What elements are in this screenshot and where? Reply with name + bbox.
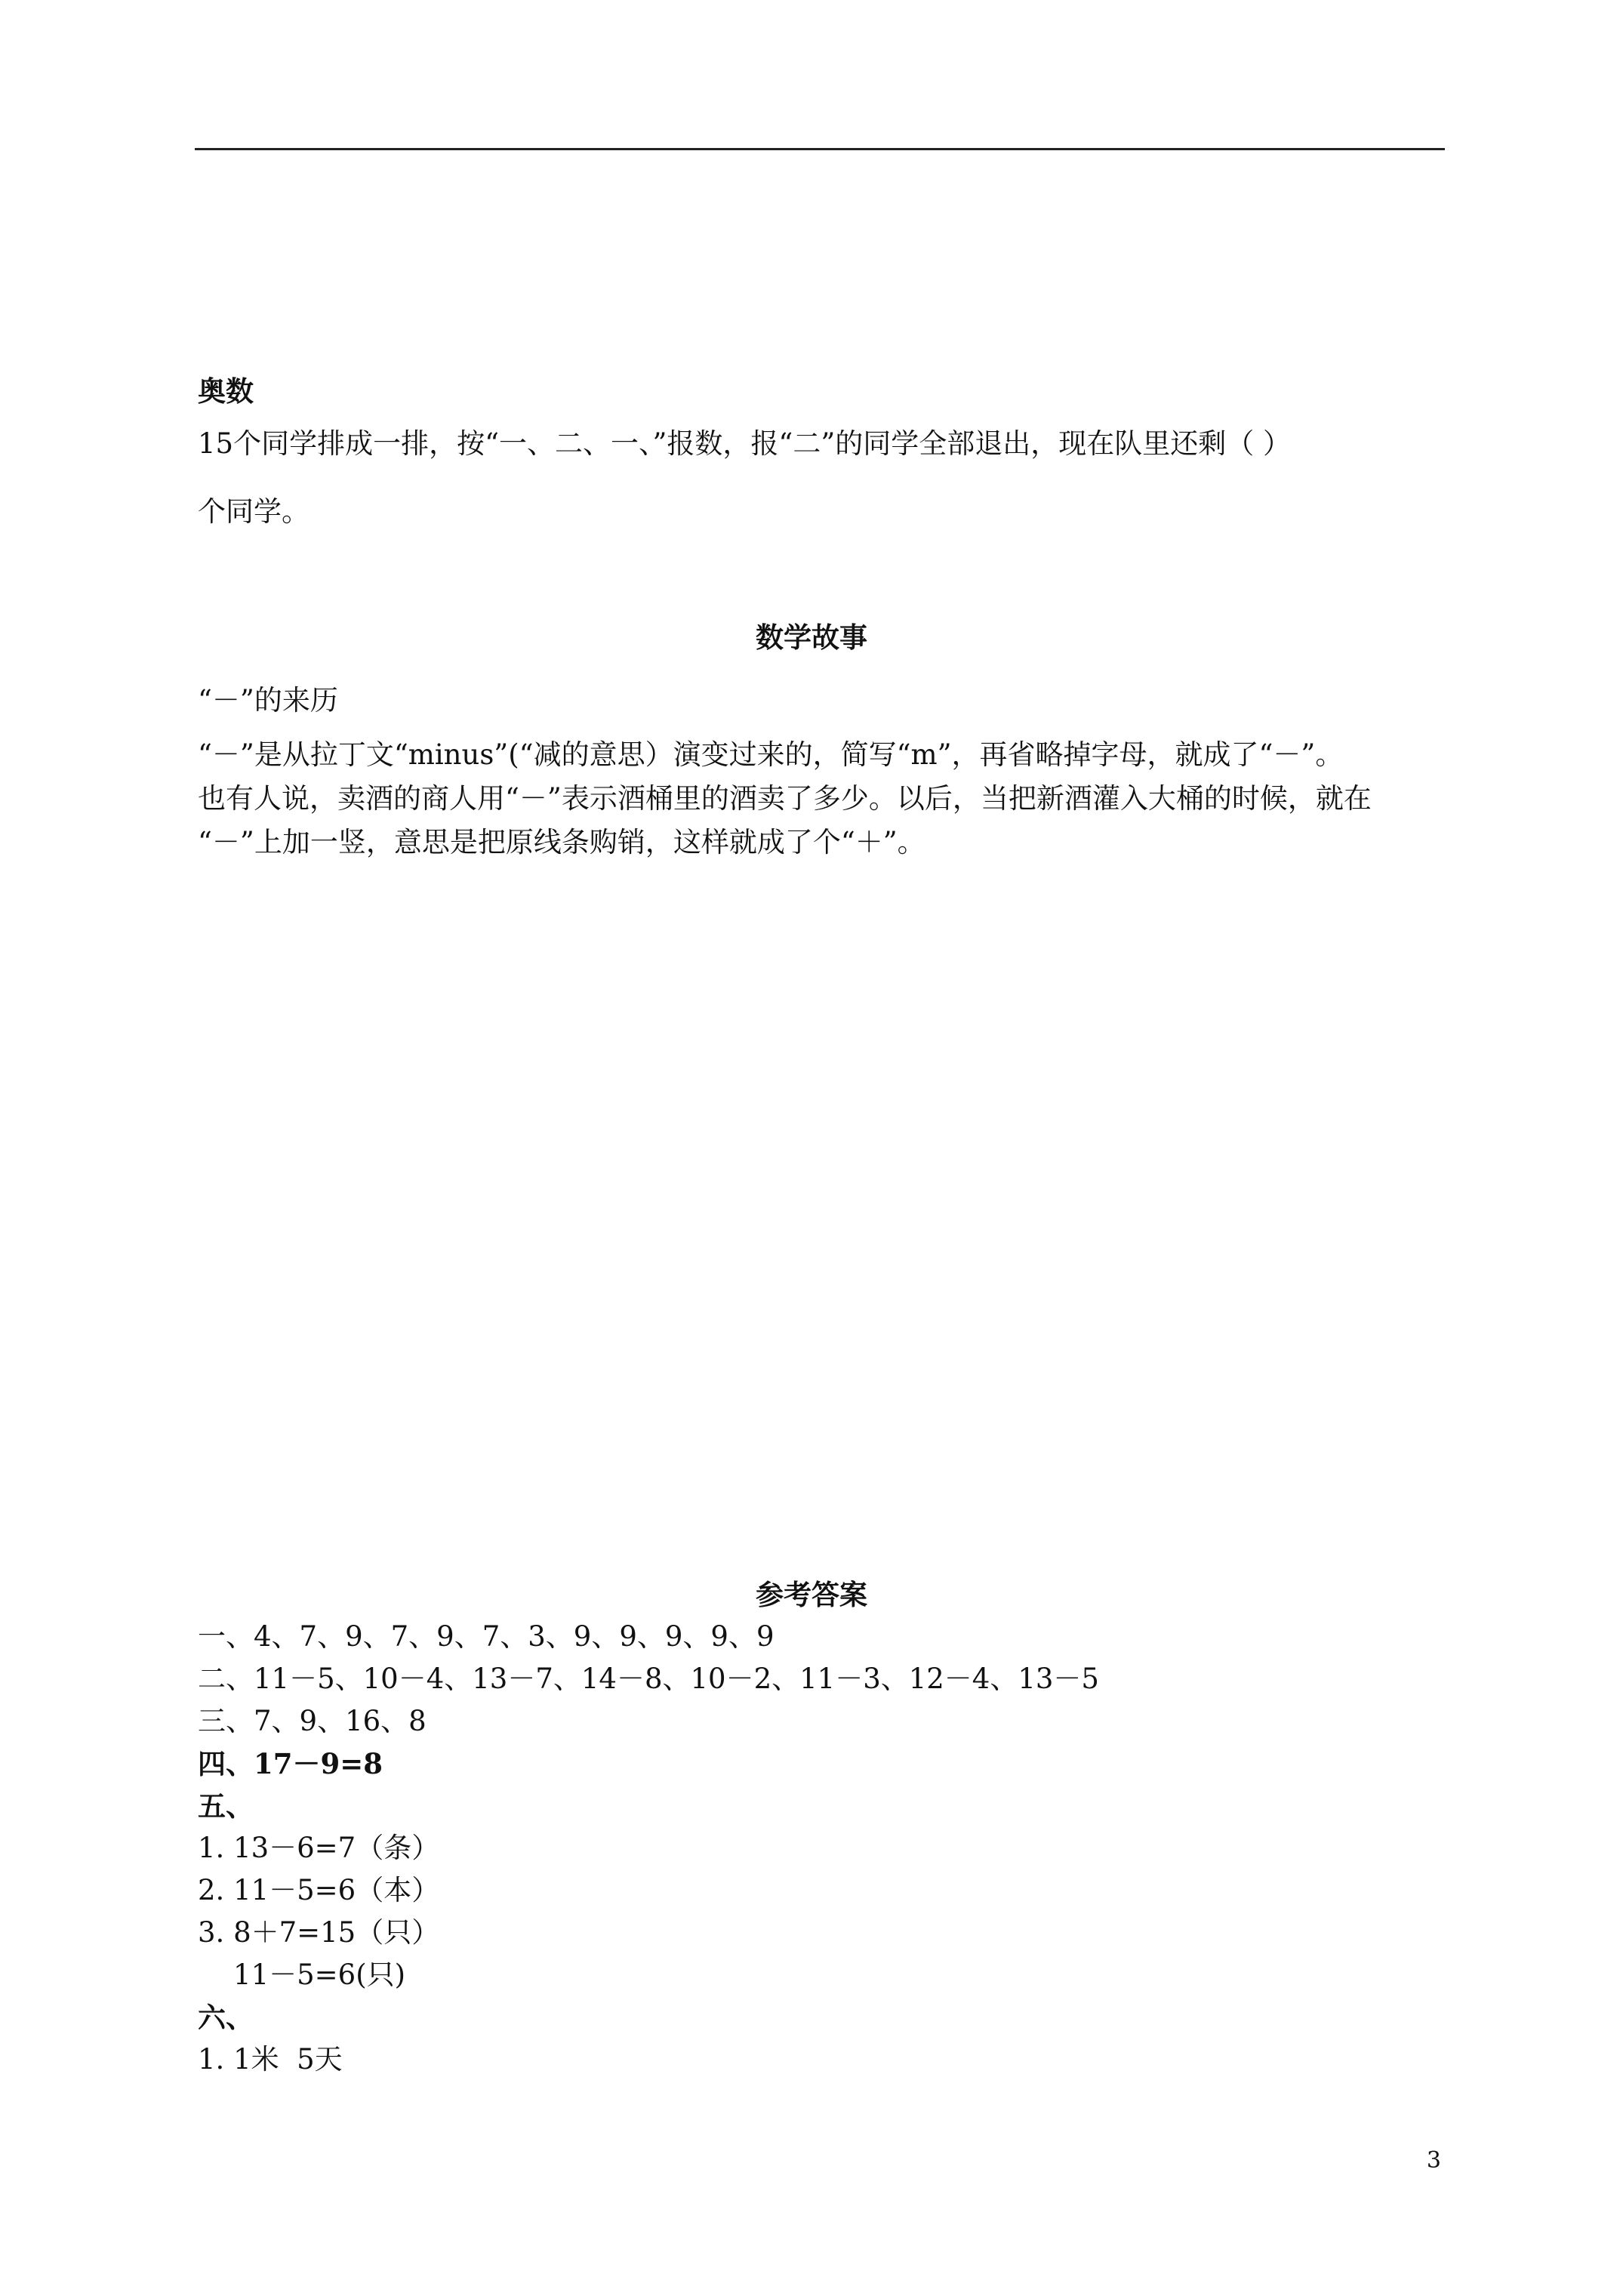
answer-line: 2. 11－5=6（本） [198,1874,440,1906]
answer-line: 1. 1米 5天 [198,2043,343,2076]
answers-title: 参考答案 [756,1578,867,1611]
olympiad-question-line-2: 个同学。 [198,495,310,528]
olympiad-question-line-1: 15个同学排成一排，按“一、二、一、”报数，报“二”的同学全部退出，现在队里还剩（ ） [198,427,1292,460]
answer-line: 三、7、9、16、8 [198,1705,427,1737]
olympiad-heading: 奥数 [198,374,254,408]
story-subtitle: “－”的来历 [198,684,338,717]
header-rule [195,148,1445,150]
answer-line: 四、17－9=8 [198,1747,383,1780]
story-title: 数学故事 [756,621,867,654]
story-paragraph-line: “－”是从拉丁文“minus”(“减的意思）演变过来的，简写“m”，再省略掉字母，就成了“－”。 [198,738,1344,771]
story-paragraph-line: 也有人说，卖酒的商人用“－”表示酒桶里的酒卖了多少。以后，当把新酒灌入大桶的时候，就在 [198,782,1372,815]
answer-section-label: 五、 [198,1789,254,1823]
page-number: 3 [1426,2147,1441,2174]
answer-line: 1. 13－6=7（条） [198,1832,440,1864]
story-paragraph-line: “－”上加一竖，意思是把原线条购销，这样就成了个“＋”。 [198,826,925,858]
answer-line: 一、4、7、9、7、9、7、3、9、9、9、9、9 [198,1620,775,1653]
answer-line: 11－5=6(只) [198,1959,406,1991]
answer-line: 二、11－5、10－4、13－7、14－8、10－2、11－3、12－4、13－5 [198,1663,1099,1695]
answer-section-label: 六、 [198,2001,254,2034]
answer-line: 3. 8＋7=15（只） [198,1916,440,1949]
